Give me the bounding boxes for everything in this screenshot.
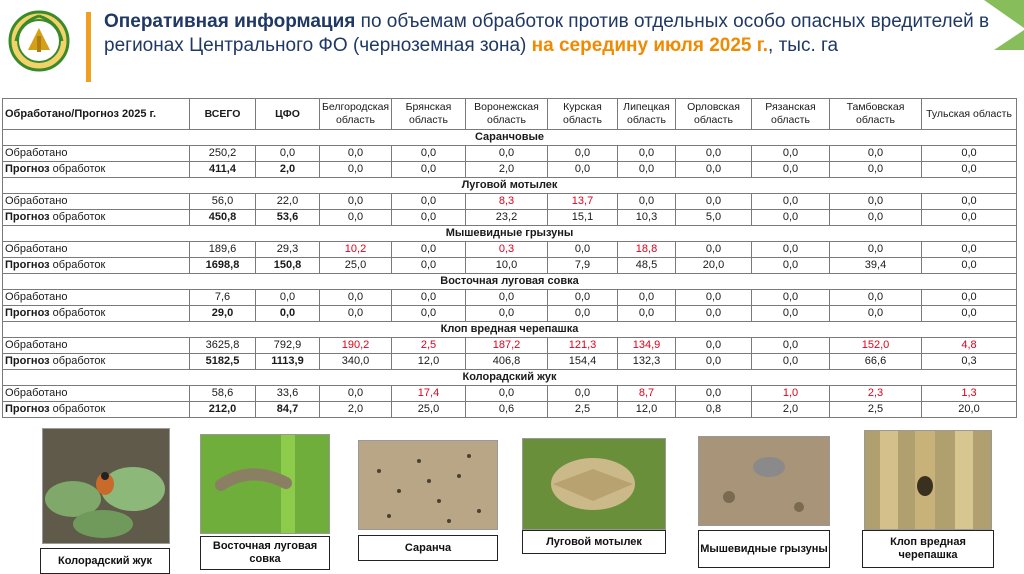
corner-triangle-bottom bbox=[994, 30, 1024, 50]
table-cell: 0,0 bbox=[922, 162, 1017, 178]
column-header: Воронежская область bbox=[466, 99, 548, 130]
locust-photo bbox=[358, 440, 498, 530]
table-cell: 0,0 bbox=[548, 242, 618, 258]
table-cell: 0,0 bbox=[548, 146, 618, 162]
table-cell: 8,3 bbox=[466, 194, 548, 210]
table-cell: 0,0 bbox=[752, 194, 830, 210]
table-cell: 0,0 bbox=[320, 146, 392, 162]
table-cell: 48,5 bbox=[618, 258, 676, 274]
table-cell: 25,0 bbox=[320, 258, 392, 274]
table-cell: 66,6 bbox=[830, 354, 922, 370]
column-header: Обработано/Прогноз 2025 г. bbox=[3, 99, 190, 130]
column-header: ВСЕГО bbox=[190, 99, 256, 130]
section-header-row bbox=[3, 370, 1017, 386]
table-cell: 0,0 bbox=[320, 306, 392, 322]
table-cell: 3625,8 bbox=[190, 338, 256, 354]
table-cell: 0,0 bbox=[466, 290, 548, 306]
table-cell: 0,0 bbox=[922, 258, 1017, 274]
title-highlight: на середину июля 2025 г. bbox=[531, 35, 769, 56]
table-cell: 0,0 bbox=[676, 290, 752, 306]
table-cell: 1,0 bbox=[752, 386, 830, 402]
table-row bbox=[3, 338, 1017, 354]
table-cell: 2,5 bbox=[830, 402, 922, 418]
table-header-row bbox=[3, 99, 1017, 130]
title-accent-bar bbox=[86, 12, 91, 82]
table-cell: 25,0 bbox=[392, 402, 466, 418]
table-cell: 0,3 bbox=[922, 354, 1017, 370]
table-cell: 0,0 bbox=[752, 306, 830, 322]
table-cell: 0,0 bbox=[830, 194, 922, 210]
table-cell: 2,5 bbox=[548, 402, 618, 418]
page-title bbox=[104, 10, 1004, 58]
table-cell: 12,0 bbox=[618, 402, 676, 418]
table-cell: 0,0 bbox=[922, 146, 1017, 162]
table-cell: 20,0 bbox=[922, 402, 1017, 418]
photo-caption: Восточная луговая совка bbox=[200, 536, 330, 570]
table-cell: 2,0 bbox=[466, 162, 548, 178]
title-unit: , тыс. га bbox=[768, 35, 839, 56]
table-row bbox=[3, 162, 1017, 178]
corner-decoration bbox=[964, 0, 1024, 50]
table-cell: 134,9 bbox=[618, 338, 676, 354]
table-cell: 18,8 bbox=[618, 242, 676, 258]
table-row bbox=[3, 402, 1017, 418]
table-cell: 0,0 bbox=[618, 194, 676, 210]
table-cell: 0,0 bbox=[392, 146, 466, 162]
table-cell: 1698,8 bbox=[190, 258, 256, 274]
meadow-moth-caterpillar-photo bbox=[200, 434, 330, 534]
pest-treatment-table bbox=[2, 98, 1017, 418]
section-header-row bbox=[3, 322, 1017, 338]
row-label: Обработано bbox=[3, 194, 190, 210]
table-cell: 792,9 bbox=[256, 338, 320, 354]
table-cell: 2,0 bbox=[256, 162, 320, 178]
meadow-moth-photo bbox=[522, 438, 666, 530]
table-cell: 8,7 bbox=[618, 386, 676, 402]
table-cell: 340,0 bbox=[320, 354, 392, 370]
table-cell: 39,4 bbox=[830, 258, 922, 274]
table-cell: 0,0 bbox=[392, 194, 466, 210]
rodent-photo bbox=[698, 436, 830, 526]
table-cell: 15,1 bbox=[548, 210, 618, 226]
section-title: Луговой мотылек bbox=[3, 178, 1017, 194]
section-header-row bbox=[3, 178, 1017, 194]
table-cell: 7,6 bbox=[190, 290, 256, 306]
table-cell: 0,0 bbox=[752, 338, 830, 354]
table-cell: 0,0 bbox=[676, 338, 752, 354]
section-title: Клоп вредная черепашка bbox=[3, 322, 1017, 338]
table-cell: 0,0 bbox=[392, 162, 466, 178]
table-cell: 0,0 bbox=[320, 290, 392, 306]
table-cell: 29,0 bbox=[190, 306, 256, 322]
table-cell: 0,0 bbox=[256, 306, 320, 322]
table-cell: 0,0 bbox=[256, 290, 320, 306]
table-cell: 5182,5 bbox=[190, 354, 256, 370]
table-cell: 0,0 bbox=[320, 194, 392, 210]
table-cell: 0,0 bbox=[922, 306, 1017, 322]
table-cell: 0,0 bbox=[752, 354, 830, 370]
table-cell: 1,3 bbox=[922, 386, 1017, 402]
column-header: ЦФО bbox=[256, 99, 320, 130]
table-row bbox=[3, 194, 1017, 210]
colorado-beetle-photo bbox=[42, 428, 170, 544]
column-header: Курская область bbox=[548, 99, 618, 130]
table-cell: 10,2 bbox=[320, 242, 392, 258]
table-cell: 58,6 bbox=[190, 386, 256, 402]
table-cell: 22,0 bbox=[256, 194, 320, 210]
row-label: Обработано bbox=[3, 290, 190, 306]
table-row bbox=[3, 290, 1017, 306]
table-cell: 0,0 bbox=[922, 290, 1017, 306]
table-cell: 187,2 bbox=[466, 338, 548, 354]
table-cell: 20,0 bbox=[676, 258, 752, 274]
table-cell: 0,8 bbox=[676, 402, 752, 418]
table-cell: 0,0 bbox=[752, 146, 830, 162]
table-row bbox=[3, 386, 1017, 402]
table-cell: 0,0 bbox=[320, 386, 392, 402]
table-cell: 0,0 bbox=[922, 210, 1017, 226]
corner-triangle-top bbox=[984, 0, 1024, 28]
table-cell: 23,2 bbox=[466, 210, 548, 226]
table-cell: 154,4 bbox=[548, 354, 618, 370]
table-cell: 406,8 bbox=[466, 354, 548, 370]
row-label-forecast: Прогноз обработок bbox=[3, 210, 190, 226]
table-cell: 0,0 bbox=[618, 306, 676, 322]
table-cell: 0,0 bbox=[922, 242, 1017, 258]
table-cell: 0,0 bbox=[830, 242, 922, 258]
table-cell: 84,7 bbox=[256, 402, 320, 418]
table-cell: 13,7 bbox=[548, 194, 618, 210]
table-cell: 29,3 bbox=[256, 242, 320, 258]
table-row bbox=[3, 242, 1017, 258]
table-cell: 0,0 bbox=[752, 258, 830, 274]
photo-caption: Клоп вредная черепашка bbox=[862, 530, 994, 568]
table-cell: 0,0 bbox=[320, 210, 392, 226]
table-cell: 0,0 bbox=[618, 146, 676, 162]
table-row bbox=[3, 354, 1017, 370]
column-header: Тульская область bbox=[922, 99, 1017, 130]
table-cell: 0,0 bbox=[830, 162, 922, 178]
table-row bbox=[3, 146, 1017, 162]
column-header: Брянская область bbox=[392, 99, 466, 130]
table-cell: 2,3 bbox=[830, 386, 922, 402]
row-label-forecast: Прогноз обработок bbox=[3, 354, 190, 370]
table-cell: 0,0 bbox=[466, 146, 548, 162]
table-cell: 0,0 bbox=[676, 162, 752, 178]
table-cell: 33,6 bbox=[256, 386, 320, 402]
table-cell: 0,0 bbox=[466, 386, 548, 402]
table-cell: 7,9 bbox=[548, 258, 618, 274]
photo-caption: Мышевидные грызуны bbox=[698, 530, 830, 568]
table-cell: 189,6 bbox=[190, 242, 256, 258]
table-cell: 53,6 bbox=[256, 210, 320, 226]
table-cell: 0,0 bbox=[752, 162, 830, 178]
column-header: Белгородская область bbox=[320, 99, 392, 130]
table-cell: 1113,9 bbox=[256, 354, 320, 370]
table-cell: 0,0 bbox=[548, 162, 618, 178]
section-header-row bbox=[3, 130, 1017, 146]
table-cell: 12,0 bbox=[392, 354, 466, 370]
table-cell: 0,0 bbox=[392, 210, 466, 226]
photo-caption: Колорадский жук bbox=[40, 548, 170, 574]
table-cell: 0,0 bbox=[392, 258, 466, 274]
table-cell: 250,2 bbox=[190, 146, 256, 162]
table-row bbox=[3, 258, 1017, 274]
table-cell: 152,0 bbox=[830, 338, 922, 354]
photo-caption: Саранча bbox=[358, 535, 498, 561]
table-cell: 0,0 bbox=[830, 290, 922, 306]
table-cell: 132,3 bbox=[618, 354, 676, 370]
table-cell: 150,8 bbox=[256, 258, 320, 274]
section-title: Колорадский жук bbox=[3, 370, 1017, 386]
table-cell: 0,3 bbox=[466, 242, 548, 258]
row-label: Обработано bbox=[3, 242, 190, 258]
table-cell: 0,0 bbox=[618, 162, 676, 178]
row-label: Обработано bbox=[3, 146, 190, 162]
table-cell: 56,0 bbox=[190, 194, 256, 210]
table-cell: 0,0 bbox=[922, 194, 1017, 210]
table-cell: 121,3 bbox=[548, 338, 618, 354]
table-cell: 0,0 bbox=[548, 290, 618, 306]
section-header-row bbox=[3, 226, 1017, 242]
table-cell: 0,0 bbox=[548, 306, 618, 322]
table-cell: 0,0 bbox=[676, 354, 752, 370]
row-label-forecast: Прогноз обработок bbox=[3, 162, 190, 178]
table-cell: 450,8 bbox=[190, 210, 256, 226]
column-header: Орловская область bbox=[676, 99, 752, 130]
section-title: Мышевидные грызуны bbox=[3, 226, 1017, 242]
row-label-forecast: Прогноз обработок bbox=[3, 258, 190, 274]
table-cell: 0,0 bbox=[618, 290, 676, 306]
table-cell: 0,0 bbox=[676, 146, 752, 162]
table-row bbox=[3, 306, 1017, 322]
table-row bbox=[3, 210, 1017, 226]
table-cell: 0,0 bbox=[752, 290, 830, 306]
table-cell: 0,0 bbox=[392, 242, 466, 258]
row-label-forecast: Прогноз обработок bbox=[3, 402, 190, 418]
ministry-emblem-logo bbox=[8, 10, 70, 72]
table-cell: 10,3 bbox=[618, 210, 676, 226]
photo-caption: Луговой мотылек bbox=[522, 530, 666, 554]
table-cell: 0,0 bbox=[830, 210, 922, 226]
table-cell: 0,0 bbox=[466, 306, 548, 322]
table-cell: 2,0 bbox=[752, 402, 830, 418]
table-cell: 0,0 bbox=[830, 146, 922, 162]
table-cell: 5,0 bbox=[676, 210, 752, 226]
table-cell: 0,0 bbox=[752, 210, 830, 226]
row-label: Обработано bbox=[3, 386, 190, 402]
section-header-row bbox=[3, 274, 1017, 290]
title-normal: по объемам обработок против отдельных особо опасных вредителей в регионах Центрального ФО (черноземная зона) bbox=[104, 11, 990, 56]
column-header: Рязанская область bbox=[752, 99, 830, 130]
table-cell: 4,8 bbox=[922, 338, 1017, 354]
section-title: Восточная луговая совка bbox=[3, 274, 1017, 290]
table-cell: 0,0 bbox=[676, 194, 752, 210]
title-bold: Оперативная информация bbox=[104, 11, 356, 32]
table-cell: 190,2 bbox=[320, 338, 392, 354]
table-cell: 0,0 bbox=[392, 290, 466, 306]
row-label-forecast: Прогноз обработок bbox=[3, 306, 190, 322]
shield-bug-photo bbox=[864, 430, 992, 530]
table-cell: 212,0 bbox=[190, 402, 256, 418]
row-label: Обработано bbox=[3, 338, 190, 354]
table-cell: 0,0 bbox=[676, 306, 752, 322]
table-cell: 0,0 bbox=[752, 242, 830, 258]
table-cell: 0,0 bbox=[392, 306, 466, 322]
table-cell: 411,4 bbox=[190, 162, 256, 178]
table-cell: 0,0 bbox=[676, 242, 752, 258]
table-cell: 0,0 bbox=[320, 162, 392, 178]
section-title: Саранчовые bbox=[3, 130, 1017, 146]
table-cell: 0,0 bbox=[830, 306, 922, 322]
column-header: Липецкая область bbox=[618, 99, 676, 130]
table-cell: 0,0 bbox=[676, 386, 752, 402]
table-cell: 17,4 bbox=[392, 386, 466, 402]
table-cell: 10,0 bbox=[466, 258, 548, 274]
column-header: Тамбовская область bbox=[830, 99, 922, 130]
table-cell: 0,0 bbox=[548, 386, 618, 402]
table-cell: 0,6 bbox=[466, 402, 548, 418]
table-cell: 2,5 bbox=[392, 338, 466, 354]
table-cell: 0,0 bbox=[256, 146, 320, 162]
table-cell: 2,0 bbox=[320, 402, 392, 418]
